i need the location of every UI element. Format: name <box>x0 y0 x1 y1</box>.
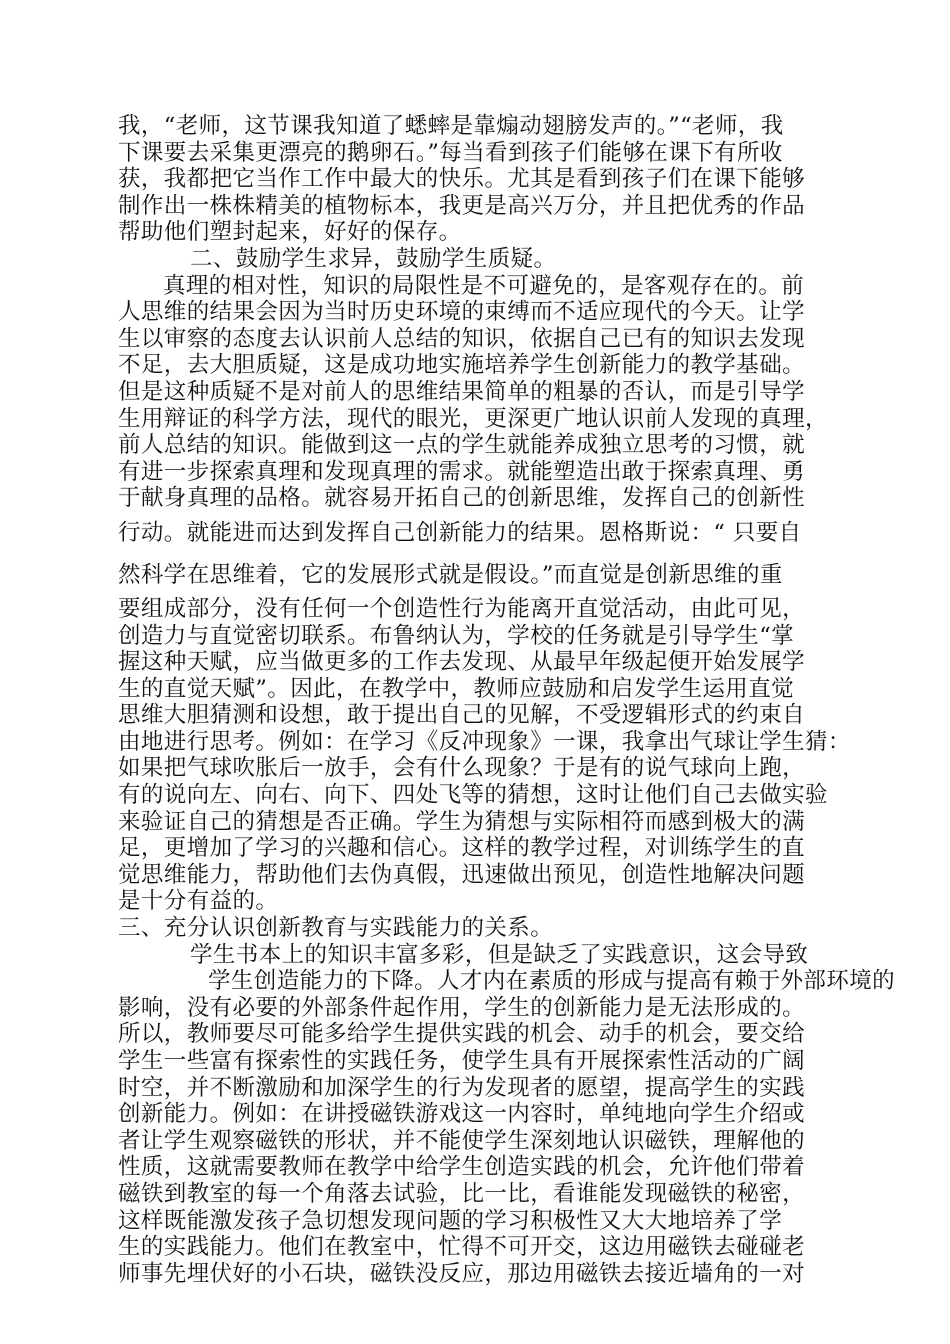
text-line: 握这种天赋，应当做更多的工作去发现、从最早年级起便开始发展学 <box>118 649 806 676</box>
text-line: 由地进行思考。例如：在学习《反冲现象》一课，我拿出气球让学生猜： <box>118 728 851 755</box>
text-line: 人思维的结果会因为当时历史环境的束缚而不适应现代的今天。让学 <box>118 299 806 326</box>
text-line: 于献身真理的品格。就容易开拓自己的创新思维，发挥自己的创新性 <box>118 485 806 512</box>
text-line: 如果把气球吹胀后一放手，会有什么现象？于是有的说气球向上跑， <box>118 755 806 782</box>
text-line: 有的说向左、向右、向下、四处飞等的猜想，这时让他们自己去做实验 <box>118 782 828 809</box>
text-line: 磁铁到教室的每一个角落去试验，比一比，看谁能发现磁铁的秘密， <box>118 1180 806 1207</box>
text-line: 行动。就能进而达到发挥自己创新能力的结果。恩格斯说：“ 只要自 <box>118 519 802 546</box>
section-heading-2: 二、鼓励学生求异，鼓励学生质疑。 <box>190 245 557 272</box>
text-line: 是十分有益的。 <box>118 888 279 915</box>
text-line: 生的直觉天赋”。因此，在教学中，教师应鼓励和启发学生运用直觉 <box>118 675 795 702</box>
body-text <box>118 113 896 1287</box>
text-line: 这样既能激发孩子急切想发现问题的学习积极性又大大地培养了学 <box>118 1207 783 1234</box>
text-line: 获，我都把它当作工作中最大的快乐。尤其是看到孩子们在课下能够 <box>118 166 806 193</box>
paragraph-start: 真理的相对性，知识的局限性是不可避免的，是客观存在的。前 <box>163 272 805 299</box>
text-line: 性质，这就需要教师在教学中给学生创造实践的机会，允许他们带着 <box>118 1154 806 1181</box>
text-line: 影响，没有必要的外部条件起作用，学生的创新能力是无法形成的。 <box>118 994 806 1021</box>
text-line: 要组成部分，没有任何一个创造性行为能离开直觉活动，由此可见， <box>118 595 806 622</box>
text-line: 制作出一株株精美的植物标本，我更是高兴万分，并且把优秀的作品 <box>118 192 806 219</box>
text-line: 觉思维能力，帮助他们去伪真假，迅速做出预见，创造性地解决问题 <box>118 861 806 888</box>
text-line: 但是这种质疑不是对前人的思维结果简单的粗暴的否认，而是引导学 <box>118 378 806 405</box>
text-line: 者让学生观察磁铁的形状，并不能使学生深刻地认识磁铁，理解他的 <box>118 1127 806 1154</box>
section-heading-3: 学生书本上的知识丰富多彩，但是缺乏了实践意识，这会导致 <box>190 941 809 968</box>
text-line: 学生一些富有探索性的实践任务，使学生具有开展探索性活动的广阔 <box>118 1048 806 1074</box>
text-line: 生用辩证的科学方法，现代的眼光，更深更广地认识前人发现的真理， <box>118 405 828 432</box>
text-line: 前人总结的知识。能做到这一点的学生就能养成独立思考的习惯，就 <box>118 432 806 459</box>
text-line: 师事先埋伏好的小石块，磁铁没反应，那边用磁铁去接近墙角的一对 <box>118 1260 806 1287</box>
text-line: 来验证自己的猜想是否正确。学生为猜想与实际相符而感到极大的满 <box>118 808 806 835</box>
text-line: 创造力与直觉密切联系。布鲁纳认为，学校的任务就是引导学生“掌 <box>118 622 795 649</box>
text-line: 时空，并不断激励和加深学生的行为发现者的愿望，提高学生的实践 <box>118 1074 806 1101</box>
text-line: 有进一步探索真理和发现真理的需求。就能塑造出敢于探索真理、勇 <box>118 458 806 485</box>
text-line: 帮助他们塑封起来，好好的保存。 <box>118 219 462 246</box>
text-line: 三、充分认识创新教育与实践能力的关系。 <box>118 915 554 942</box>
text-line: 下课要去采集更漂亮的鹅卵石。”每当看到孩子们能够在课下有所收 <box>118 139 783 166</box>
text-line: 思维大胆猜测和设想，敢于提出自己的见解，不受逻辑形式的约束自 <box>118 702 806 729</box>
text-line: 足，更增加了学习的兴趣和信心。这样的教学过程，对训练学生的直 <box>118 835 806 862</box>
text-line: 生的实践能力。他们在教室中，忙得不可开交，这边用磁铁去碰碰老 <box>118 1234 806 1261</box>
text-line: 我，“老师，这节课我知道了蟋蟀是靠煽动翅膀发声的。”“老师，我 <box>118 113 784 139</box>
text-line: 不足，去大胆质疑，这是成功地实施培养学生创新能力的教学基础。 <box>118 352 806 379</box>
text-line: 生以审察的态度去认识前人总结的知识，依据自己已有的知识去发现 <box>118 325 806 352</box>
text-line: 然科学在思维着，它的发展形式就是假设。”而直觉是创新思维的重 <box>118 561 783 588</box>
paragraph-start: 学生创造能力的下降。人才内在素质的形成与提高有赖于外部环境的 <box>208 968 896 995</box>
text-line: 创新能力。例如：在讲授磁铁游戏这一内容时，单纯地向学生介绍或 <box>118 1101 806 1128</box>
text-line: 所以，教师要尽可能多给学生提供实践的机会、动手的机会，要交给 <box>118 1021 806 1048</box>
